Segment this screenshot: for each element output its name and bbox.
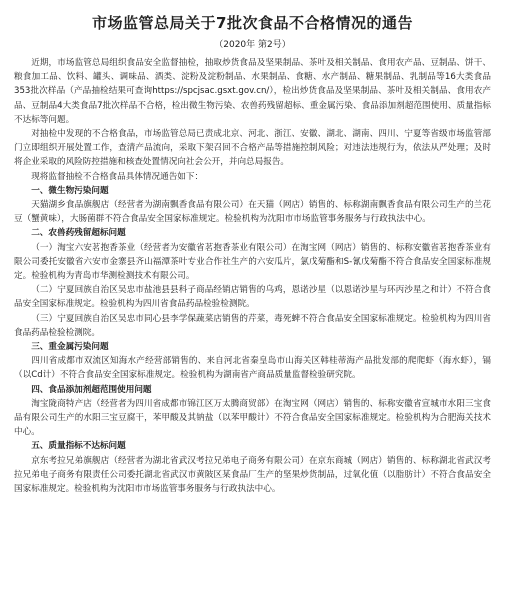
- section-heading: 一、微生物污染问题: [31, 185, 109, 196]
- section-heading: 四、食品添加剂超范围使用问题: [31, 384, 152, 395]
- body-paragraph: （一）淘宝六安茗抱香茶业（经营者为安徽省茗抱香茶业有限公司）在淘宝网（网店）销售的、标称安徽省茗抱香茶业有限公司委托安徽省六安市金寨县齐山福潭茶叶专业合作社生产的六安瓜片，氯戊菊酯和S-氰戊菊酯不符合食品安全国家标准规定。检验机构为青岛市华测检测技术有限公司。: [14, 242, 491, 282]
- body-paragraph: 现将监督抽检不合格食品具体情况通告如下：: [31, 171, 204, 182]
- body-paragraph: （三）宁夏回族自治区吴忠市同心县李学保蔬菜店销售的芹菜，毒死蜱不符合食品安全国家标准规定。检验机构为四川省食品药品检验检测院。: [14, 313, 491, 338]
- body-paragraph: 近期，市场监管总局组织食品安全监督抽检，抽取炒货食品及坚果制品、茶叶及相关制品、食用农产品、豆制品、饼干、粮食加工品、饮料、罐头、调味品、酒类、淀粉及淀粉制品、水果制品、食糖、水产制品、糖果制品、乳制品等16大类食品353批次样品（产品抽检结果可查询https://spcjsac.gsxt.gov.cn/），检出炒货食品及坚果制品、茶叶及相关制品、食用农产品、豆制品4大类食品7批次样品不合格，检出微生物污染、农兽药残留超标、重金属污染、食品添加剂超范围使用、质量指标不达标等问题。: [14, 58, 491, 125]
- body-paragraph: 京东考拉兄弟旗舰店（经营者为湖北省武汉考拉兄弟电子商务有限公司）在京东商城（网店）销售的、标称湖北省武汉考拉兄弟电子商务有限责任公司委托湖北省武汉市黄陂区某食品厂生产的坚果炒货制品，过氧化值（以脂肪计）不符合食品安全国家标准规定。检验机构为沈阳市市场监管事务服务与行政执法中心。: [14, 455, 491, 495]
- body-paragraph: 对抽检中发现的不合格食品，市场监管总局已责成北京、河北、浙江、安徽、湖北、湖南、四川、宁夏等省级市场监管部门立即组织开展处置工作，查清产品流向，采取下架召回不合格产品等措施控制风险；对违法违规行为，依法从严处理；及时将企业采取的风险防控措施和核查处置情况向社会公开，并向总局报告。: [14, 129, 491, 168]
- document-body: [14, 56, 491, 496]
- body-paragraph: 淘宝陇商特产店（经营者为四川省成都市锦江区万太腾商贸部）在淘宝网（网店）销售的、标称安徽省宣城市水阳三宝食品有限公司生产的水阳三宝豆腐干，苯甲酸及其钠盐（以苯甲酸计）不符合食品安全国家标准规定。检验机构为合肥海关技术中心。: [14, 398, 491, 438]
- document-number: （2020年 第2号）: [214, 40, 291, 50]
- section-heading: 二、农兽药残留超标问题: [31, 228, 126, 239]
- document-title: 市场监管总局关于7批次食品不合格情况的通告: [92, 14, 413, 32]
- body-paragraph: （二）宁夏回族自治区吴忠市盐池县县科子商品经销店销售的乌鸡，恩诺沙星（以恩诺沙星与环丙沙星之和计）不符合食品安全国家标准规定。检验机构为四川省食品药品检验检测院。: [14, 285, 491, 310]
- body-paragraph: 天猫湖乡食品旗舰店（经营者为湖南飘香食品有限公司）在天猫（网店）销售的、标称湖南飘香食品有限公司生产的兰花豆（蟹黄味），大肠菌群不符合食品安全国家标准规定。检验机构为沈阳市市场监管事务服务与行政执法中心。: [14, 200, 491, 225]
- section-heading: 三、重金属污染问题: [31, 342, 109, 353]
- body-paragraph: 四川省成都市双流区知海水产经营部销售的、来自河北省秦皇岛市山海关区韩桂蒂海产品批发部的爬爬虾（海水虾），镉（以Cd计）不符合食品安全国家标准规定。检验机构为湖南省产商品质量监督检验研究院。: [14, 356, 491, 381]
- section-heading: 五、质量指标不达标问题: [31, 441, 126, 452]
- bottom-fade: [0, 582, 505, 600]
